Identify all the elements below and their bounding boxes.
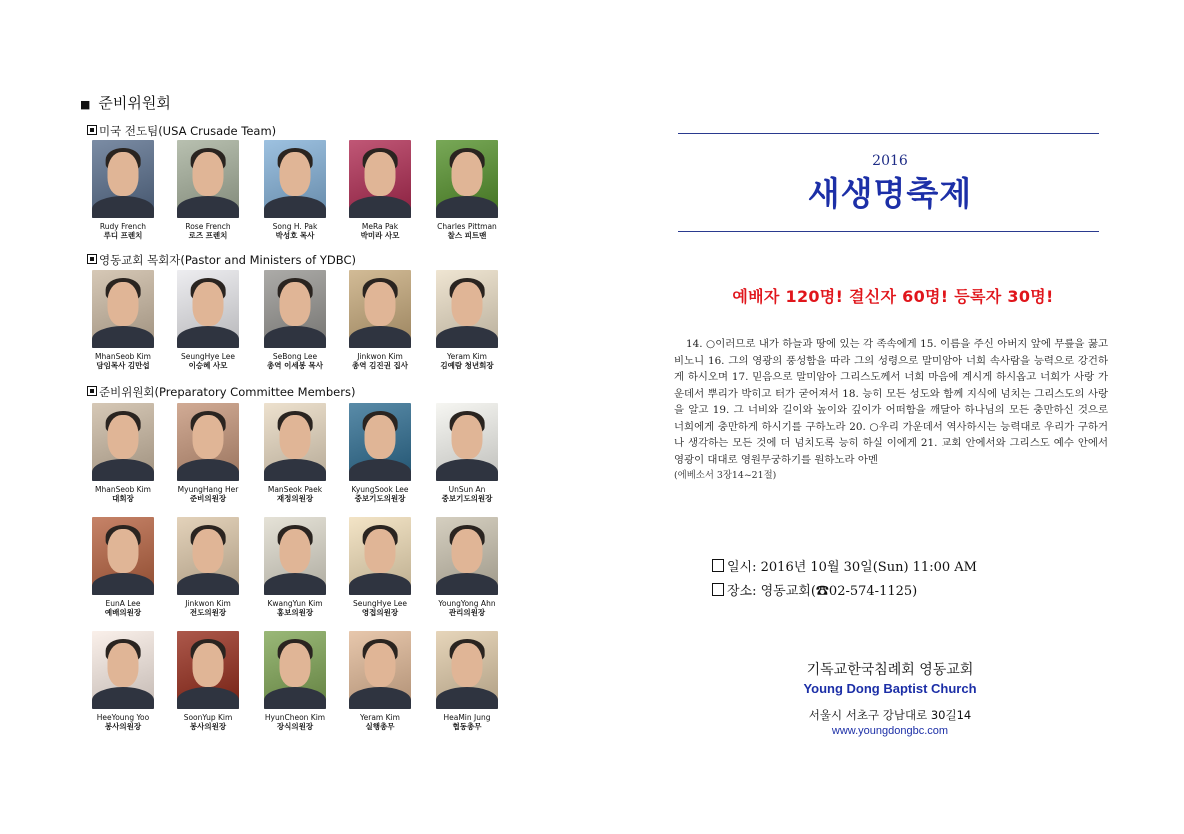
portrait-face xyxy=(365,415,396,459)
portrait-face xyxy=(452,282,483,326)
person-title: 박미라 사모 xyxy=(360,231,400,240)
committee-heading-text: 준비위원회 xyxy=(98,94,171,112)
person-card xyxy=(165,403,251,503)
portrait-photo xyxy=(92,517,154,595)
portrait-torso xyxy=(92,326,154,348)
person-name: EunA Lee xyxy=(105,599,141,608)
church-name-english: Young Dong Baptist Church xyxy=(803,681,977,696)
person-name: SoonYup Kim xyxy=(183,713,233,722)
portrait-face xyxy=(280,529,311,573)
person-card xyxy=(80,403,166,503)
festival-slogan: 예배자 120명! 결신자 60명! 등록자 30명! xyxy=(732,287,1054,306)
portrait-face xyxy=(108,282,139,326)
portrait-torso xyxy=(177,459,239,481)
person-name: SeBong Lee xyxy=(272,352,318,361)
person-name: MhanSeob Kim xyxy=(95,485,151,494)
person-title: 중보기도의원장 xyxy=(441,494,493,503)
person-name: HeaMin Jung xyxy=(443,713,491,722)
person-title: 홍보의원장 xyxy=(276,608,314,617)
portrait-photo xyxy=(177,270,239,348)
event-place: 장소: 영동교회(☎02-574-1125) xyxy=(712,580,917,599)
portrait-torso xyxy=(92,687,154,709)
scripture-reference: (에베소서 3장14~21절) xyxy=(674,470,777,481)
person-name: YoungYong Ahn xyxy=(438,599,496,608)
person-title: 중보기도의원장 xyxy=(354,494,406,503)
portrait-photo xyxy=(436,517,498,595)
portrait-photo xyxy=(92,631,154,709)
person-title: 로즈 프렌치 xyxy=(188,231,228,240)
portrait-torso xyxy=(177,196,239,218)
portrait-photo xyxy=(264,270,326,348)
festival-year: 2016 xyxy=(872,153,908,169)
portrait-torso xyxy=(436,459,498,481)
person-name: Rose French xyxy=(185,222,231,231)
portrait-photo xyxy=(436,140,498,218)
section-title-usa-team: 미국 전도팀(USA Crusade Team) xyxy=(87,123,276,139)
portrait-photo xyxy=(177,403,239,481)
person-name: UnSun An xyxy=(448,485,486,494)
portrait-torso xyxy=(264,687,326,709)
person-title: 담임목사 김만섭 xyxy=(96,361,150,370)
person-name: MhanSeob Kim xyxy=(95,352,151,361)
person-card xyxy=(252,403,338,503)
person-name: Charles Pittman xyxy=(437,222,497,231)
festival-page xyxy=(600,0,1184,834)
person-name: ManSeok Paek xyxy=(267,485,323,494)
checkbox-bullet-icon xyxy=(87,386,97,396)
bottom-divider xyxy=(678,231,1099,232)
person-card xyxy=(337,270,423,370)
square-bullet-icon: ■ xyxy=(80,98,91,111)
festival-title: 새생명축제 xyxy=(807,174,973,213)
person-card xyxy=(424,140,510,240)
portrait-torso xyxy=(92,196,154,218)
section-title-pastors: 영동교회 목회자(Pastor and Ministers of YDBC) xyxy=(87,252,356,268)
person-name: SeungHye Lee xyxy=(181,352,235,361)
portrait-torso xyxy=(349,196,411,218)
person-card xyxy=(252,270,338,370)
portrait-photo xyxy=(177,631,239,709)
portrait-face xyxy=(365,152,396,196)
checkbox-icon xyxy=(712,583,724,596)
portrait-face xyxy=(280,643,311,687)
portrait-torso xyxy=(436,687,498,709)
portrait-photo xyxy=(264,517,326,595)
portrait-photo xyxy=(349,517,411,595)
person-name: Jinkwon Kim xyxy=(185,599,231,608)
person-title: 실행총무 xyxy=(365,722,395,731)
portrait-face xyxy=(365,282,396,326)
portrait-torso xyxy=(264,196,326,218)
portrait-face xyxy=(108,643,139,687)
person-title: 협동총무 xyxy=(452,722,482,731)
portrait-photo xyxy=(349,631,411,709)
portrait-face xyxy=(108,152,139,196)
person-card xyxy=(337,517,423,617)
person-name: KyungSook Lee xyxy=(351,485,409,494)
person-name: MeRa Pak xyxy=(361,222,399,231)
person-card xyxy=(337,403,423,503)
portrait-torso xyxy=(177,326,239,348)
portrait-face xyxy=(452,643,483,687)
top-divider xyxy=(678,133,1099,134)
person-title: 전도의원장 xyxy=(189,608,227,617)
portrait-photo xyxy=(436,631,498,709)
church-website[interactable]: www.youngdongbc.com xyxy=(831,725,949,737)
portrait-face xyxy=(452,529,483,573)
portrait-photo xyxy=(349,403,411,481)
portrait-face xyxy=(193,282,224,326)
portrait-face xyxy=(280,282,311,326)
checkbox-bullet-icon xyxy=(87,254,97,264)
portrait-torso xyxy=(436,573,498,595)
person-title: 대회장 xyxy=(112,494,134,503)
person-card xyxy=(252,631,338,731)
person-card xyxy=(337,631,423,731)
portrait-face xyxy=(452,152,483,196)
church-address: 서울시 서초구 강남대로 30길14 xyxy=(808,708,972,722)
person-card xyxy=(80,517,166,617)
person-name: Jinkwon Kim xyxy=(357,352,403,361)
portrait-torso xyxy=(92,459,154,481)
person-name: MyungHang Her xyxy=(177,485,239,494)
portrait-torso xyxy=(436,326,498,348)
section-title-committee: 준비위원회(Preparatory Committee Members) xyxy=(87,384,355,400)
person-card xyxy=(424,403,510,503)
portrait-photo xyxy=(264,403,326,481)
portrait-torso xyxy=(264,459,326,481)
person-title: 루디 프렌치 xyxy=(103,231,143,240)
person-name: KwangYun Kim xyxy=(267,599,323,608)
person-card xyxy=(165,631,251,731)
person-title: 장식의원장 xyxy=(276,722,314,731)
person-title: 박성호 목사 xyxy=(275,231,315,240)
person-title: 이승혜 사모 xyxy=(188,361,228,370)
portrait-torso xyxy=(92,573,154,595)
portrait-face xyxy=(452,415,483,459)
person-title: 총역 김진권 집사 xyxy=(352,361,408,370)
portrait-torso xyxy=(264,326,326,348)
person-card xyxy=(165,270,251,370)
person-card xyxy=(80,631,166,731)
person-title: 관리의원장 xyxy=(448,608,486,617)
portrait-face xyxy=(108,415,139,459)
person-card xyxy=(80,270,166,370)
portrait-face xyxy=(108,529,139,573)
portrait-face xyxy=(193,415,224,459)
person-title: 재정의원장 xyxy=(276,494,314,503)
person-card xyxy=(337,140,423,240)
person-name: Song H. Pak xyxy=(272,222,318,231)
person-card xyxy=(424,517,510,617)
person-name: Yeram Kim xyxy=(360,713,400,722)
portrait-photo xyxy=(92,140,154,218)
person-card xyxy=(424,631,510,731)
portrait-photo xyxy=(92,403,154,481)
person-title: 김예람 청년회장 xyxy=(440,361,494,370)
portrait-photo xyxy=(264,631,326,709)
portrait-photo xyxy=(436,403,498,481)
person-name: HyunCheon Kim xyxy=(264,713,326,722)
portrait-face xyxy=(280,415,311,459)
scripture-passage xyxy=(674,336,1108,485)
portrait-photo xyxy=(264,140,326,218)
person-name: HeeYoung Yoo xyxy=(96,713,150,722)
person-card xyxy=(165,517,251,617)
portrait-photo xyxy=(177,140,239,218)
portrait-face xyxy=(365,529,396,573)
portrait-torso xyxy=(436,196,498,218)
person-title: 영접의원장 xyxy=(361,608,399,617)
portrait-torso xyxy=(349,573,411,595)
portrait-torso xyxy=(349,326,411,348)
person-name: SeungHye Lee xyxy=(353,599,407,608)
portrait-photo xyxy=(349,140,411,218)
portrait-face xyxy=(193,529,224,573)
portrait-torso xyxy=(177,573,239,595)
portrait-face xyxy=(193,152,224,196)
person-name: Yeram Kim xyxy=(447,352,487,361)
committee-heading xyxy=(80,92,171,113)
portrait-face xyxy=(193,643,224,687)
portrait-photo xyxy=(92,270,154,348)
portrait-photo xyxy=(177,517,239,595)
person-card xyxy=(252,140,338,240)
scripture-text: 14. ○이러므로 내가 하늘과 땅에 있는 각 족속에게 15. 이름을 주신 아버지 앞에 무릎을 꿇고 비노니 16. 그의 영광의 풍성함을 따라 그의 성령으로 말미암아 너희 속사람을 능력으로 강건하게 하시오며 17. 믿음으로 말미암아 그리스도께서 너희 마음에 계시게 하시옵고 너희가 사랑 가운데서 뿌리가 박히고 터가 굳어져서 18. 능히 모든 성도와 함께 지식에 넘치는 그리스도의 사랑을 알고 19. 그 너비와 길이와 높이와 깊이가 어떠함을 깨달아 하나님의 모든 충만하신 것으로 너희에게 충만하게 하시기를 구하노라 20. ○우리 가운데서 역사하시는 능력대로 우리가 구하거나 생각하는 모든 것에 더 넘치도록 능히 하실 이에게 21. 교회 안에서와 그리스도 예수 안에서 영광이 대대로 영원무궁하기를 원하노라 아멘 xyxy=(674,338,1108,466)
portrait-photo xyxy=(436,270,498,348)
event-date: 일시: 2016년 10월 30일(Sun) 11:00 AM xyxy=(712,556,977,575)
person-title: 봉사의원장 xyxy=(104,722,142,731)
portrait-torso xyxy=(264,573,326,595)
person-name: Rudy French xyxy=(99,222,147,231)
person-title: 찰스 피트맨 xyxy=(447,231,487,240)
portrait-face xyxy=(365,643,396,687)
portrait-torso xyxy=(349,687,411,709)
church-name-korean: 기독교한국침례회 영동교회 xyxy=(806,662,974,678)
portrait-torso xyxy=(177,687,239,709)
person-card xyxy=(165,140,251,240)
person-title: 총역 이세봉 목사 xyxy=(267,361,323,370)
person-title: 준비의원장 xyxy=(189,494,227,503)
checkbox-bullet-icon xyxy=(87,125,97,135)
person-card xyxy=(252,517,338,617)
person-card xyxy=(424,270,510,370)
checkbox-icon xyxy=(712,559,724,572)
portrait-face xyxy=(280,152,311,196)
person-title: 봉사의원장 xyxy=(189,722,227,731)
person-title: 예배의원장 xyxy=(104,608,142,617)
portrait-photo xyxy=(349,270,411,348)
portrait-torso xyxy=(349,459,411,481)
person-card xyxy=(80,140,166,240)
